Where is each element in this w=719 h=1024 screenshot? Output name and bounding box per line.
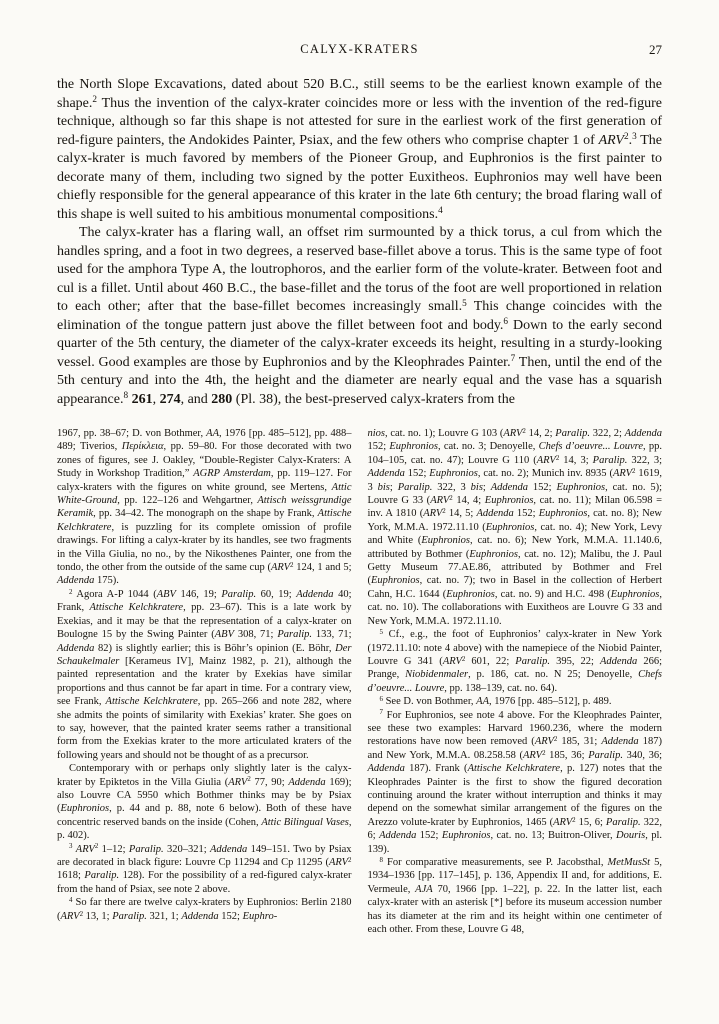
- footnotes-left-column: [57, 427, 352, 936]
- footnotes-right-column: [368, 427, 663, 936]
- page-number: 27: [649, 42, 662, 57]
- footnote-7: $^7$ For Euphronios, see note 4 above. For the Kleophrades Painter, see these two examples: Harvard 1960.236, where the modern restorations have now been removed (ARV$^2$ 185, 31; Addenda 187) and New York, M.M.A. 08.258.58 (ARV$^2$ 185, 36; Paralip. 340, 36; Addenda 187). Frank (Attische Kelchkratere, p. 127) notes that the Kleophrades Painter is the first to show the figured decoration continuing around the krater without interruption and thinks it may depend on the somewhat similar arrangement of the figures on the Arezzo volute-krater by Euphronios, 1465 (ARV$^2$ 15, 6; Paralip. 322, 6; Addenda 152; Euphronios, cat. no. 13; Buitron-Oliver, Douris, pl. 139).: [367, 709, 663, 855]
- footnote-4: $^4$ So far there are twelve calyx-kraters by Euphronios: Berlin 2180 (ARV$^2$ 13, 1; Paralip. 321, 1; Addenda 152; Euphro-: [57, 897, 352, 922]
- footnote-5: $^5$ Cf., e.g., the foot of Euphronios’ calyx-krater in New York (1972.11.10: note 4 above) with the namepiece of the Niobid Painter, Louvre G 341 (ARV$^2$ 601, 22; Paralip. 395, 22; Addenda 266; Prange, Niobidenmaler, p. 186, cat. no. N 25; Denoyelle, Chefs d’oeuvre... Louvre, pp. 138–139, cat. no. 64).: [367, 628, 663, 694]
- running-title: CALYX-KRATERS: [300, 42, 419, 56]
- footnote-8: $^8$ For comparative measurements, see P. Jacobsthal, MetMusSt 5, 1934–1936 [pp. 117–145], p. 136, Appendix II and, for additions, E. Vermeule, AJA 70, 1966 [pp. 1–22], p. 22. In the latter list, each calyx-krater with an asterisk [*] before its museum accession number has its diameter at the rim and its height within one centimeter of each other. From these, Louvre G 48,: [367, 856, 663, 936]
- body-paragraph: The calyx-krater has a flaring wall, an offset rim surmounted by a thick torus, a cul from which the handles spring, and a foot in two degrees, a reserved base-fillet above a torus. This is the same type of foot used for the amphora Type A, the loutrophoros, and the earlier form of the volute-krater. Between foot and cul is a fillet. Until about 460 B.C., the base-fillet and the torus of the foot are well proportioned in relation to each other; after that the base-fillet becomes increasingly small.$^5$ This change coincides with the elimination of the tongue pattern just above the fillet between foot and body.$^6$ Down to the early second quarter of the 5th century, the diameter of the calyx-krater exceeds its height, resulting in a sturdy-looking vessel. Good examples are those by Euphronios and by the Kleophrades Painter.$^7$ Then, until the end of the 5th century and into the 4th, the height and the diameter are nearly equal and the vase has a squarish appearance.$^8$ 261, 274, and 280 (Pl. 38), the best-preserved calyx-kraters from the: [57, 225, 663, 407]
- footnote-2: $^2$ Agora A-P 1044 (ABV 146, 19; Paralip. 60, 19; Addenda 40; Frank, Attische Kelchkratere, pp. 23–67). This is a late work by Exekias, and it may be that the representation of a calyx-krater on Boulogne 15 by the Swing Painter (ABV 308, 71; Paralip. 133, 71; Addenda 82) is slightly earlier; this is Böhr’s opinion (E. Böhr, Der Schaukelmaler [Kerameus IV], Mainz 1982, p. 21), although the painted representation and the krater by Exekias have similar proportions and thus cannot be far apart in time. For a contrary view, see Frank, Attische Kelchkratere, pp. 265–266 and note 282, where she admits the points of similarity with Exekias’ krater. She goes on to say, however, that the painted krater seems rather a transitional form from the Exekias krater to the more articulated kraters of the following years and should not be thought of as a precursor.: [57, 588, 352, 761]
- footnote-1-continuation: 1967, pp. 38–67; D. von Bothmer, AA, 1976 [pp. 485–512], pp. 488–489; Tiverios, Περίκλεια, pp. 59–80. For those decorated with two zones of figures, see J. Oakley, “Double-Register Calyx-Kraters: A Study in Workshop Tradition,” AGRP Amsterdam, pp. 119–127. For calyx-kraters with the figures on white ground, see Mertens, Attic White-Ground, pp. 122–126 and Wehgartner, Attisch weissgrundige Keramik, pp. 34–42. The monograph on the shape by Frank, Attische Kelchkratere, is puzzling for its complete omission of profile drawings. For lifting a calyx-krater by its handles, see two fragments in the Villa Giulia, no no., by the Nikosthenes Painter, one from the tondo, the other from the outside of the same cup (ARV$^2$ 124, 1 and 5; Addenda 175).: [57, 428, 352, 587]
- footnotes-section: [57, 427, 662, 936]
- footnote-6: $^6$ See D. von Bothmer, AA, 1976 [pp. 485–512], p. 489.: [379, 696, 612, 708]
- page-header: [57, 42, 662, 58]
- footnote-2-second-paragraph: Contemporary with or perhaps only slightly later is the calyx-krater by Epiktetos in the Villa Giulia (ARV$^2$ 77, 90; Addenda 169); also Louvre CA 5950 which Bothmer thinks may be by Psiax (Euphronios, p. 44 and p. 88, note 6 below). Both of these have concentric reserved bands on the inside (Cohen, Attic Bilingual Vases, p. 402).: [57, 763, 352, 842]
- main-text: [57, 76, 662, 409]
- footnote-3: $^3$ ARV$^2$ 1–12; Paralip. 320–321; Addenda 149–151. Two by Psiax are decorated in black figure: Louvre Cp 11294 and Cp 11295 (ARV$^2$ 1618; Paralip. 128). For the possibility of a red-figured calyx-krater from the hand of Psiax, see note 2 above.: [57, 843, 352, 895]
- body-paragraph-continuation: the North Slope Excavations, dated about 520 B.C., still seems to be the earliest known example of the shape.$^2$ Thus the invention of the calyx-krater coincides more or less with the invention of the red-figure technique, although so far this shape is not attested for sure in the earliest work of the first generation of red-figure painters, the Andokides Painter, Psiax, and the few others who comprise chapter 1 of ARV$^2$.$^3$ The calyx-krater is much favored by members of the Pioneer Group, and Euphronios is the first painter to decorate many of them, including two signed by the potter Euxitheos. Euphronios may well have been chiefly responsible for the general appearance of this krater in the late 6th century; the broad flaring wall of this shape is well suited to his ambitious monumental compositions.$^4$: [57, 77, 663, 222]
- footnote-4-continuation: nios, cat. no. 1); Louvre G 103 (ARV$^2$ 14, 2; Paralip. 322, 2; Addenda 152; Euphronios, cat. no. 3; Denoyelle, Chefs d’oeuvre... Louvre, pp. 104–105, cat. no. 47); Louvre G 110 (ARV$^2$ 14, 3; Paralip. 322, 3; Addenda 152; Euphronios, cat. no. 2); Munich inv. 8935 (ARV$^2$ 1619, 3 bis; Paralip. 322, 3 bis; Addenda 152; Euphronios, cat. no. 5); Louvre G 33 (ARV$^2$ 14, 4; Euphronios, cat. no. 11); Milan 06.598 = inv. A 1810 (ARV$^2$ 14, 5; Addenda 152; Euphronios, cat. no. 8); New York, M.M.A. 1972.11.10 (Euphronios, cat. no. 4); New York, Levy and White (Euphronios, cat. no. 6); New York, M.M.A. 11.140.6, attributed by Bothmer (Euphronios, cat. no. 12); Malibu, the J. Paul Getty Museum 77.AE.86, attributed by Bothmer and Frel (Euphronios, cat. no. 7); two in Basel in the collection of Herbert Cahn, H.C. 1644 (Euphronios, cat. no. 9) and H.C. 498 (Euphronios, cat. no. 10). The collaborations with Euxitheos are Louvre G 33 and New York, M.M.A. 1972.11.10.: [367, 427, 663, 627]
